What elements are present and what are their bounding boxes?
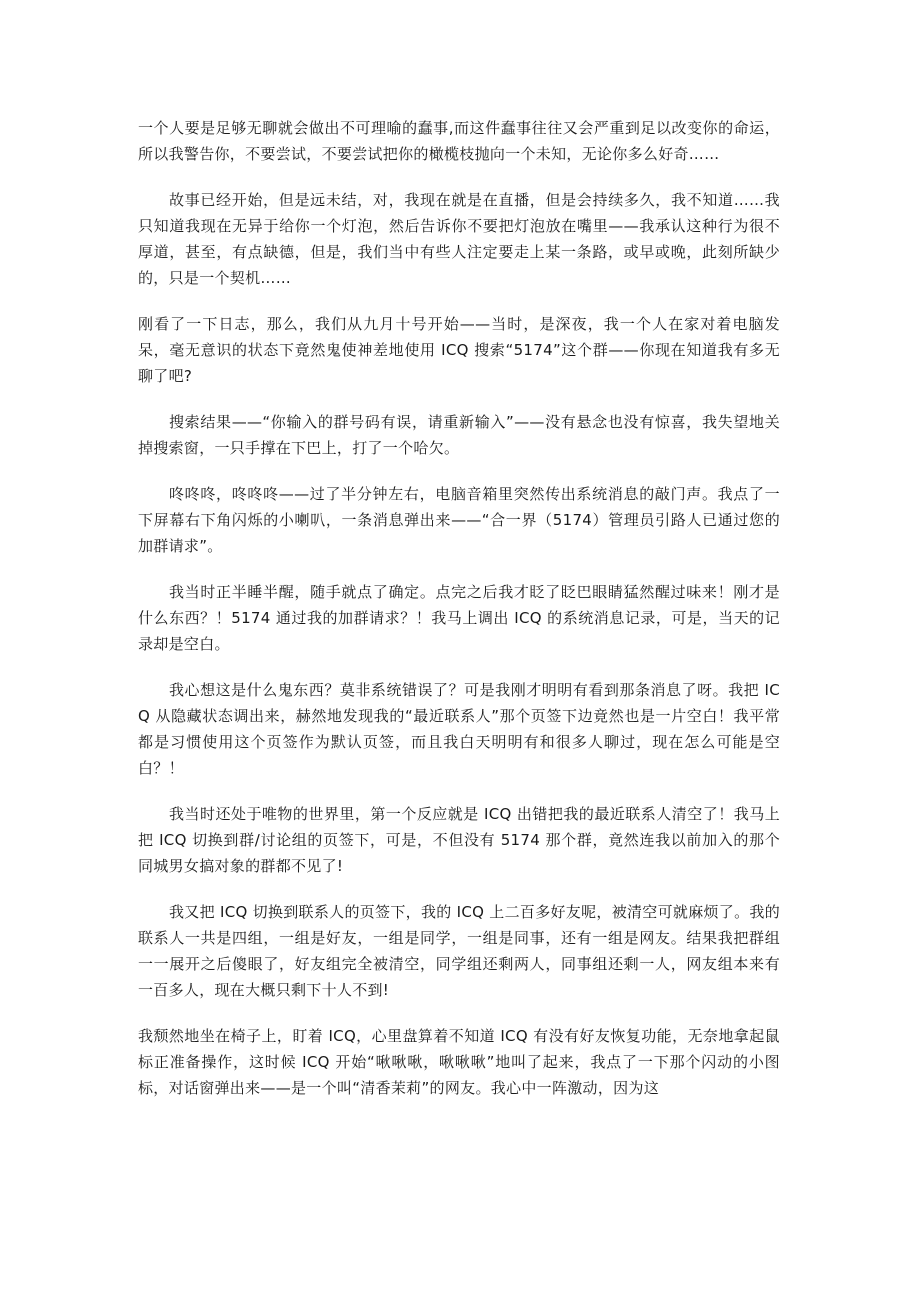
paragraph-9: 我又把 ICQ 切换到联系人的页签下，我的 ICQ 上二百多好友呢，被清空可就麻烦了。我的联系人一共是四组，一组是好友，一组是同学，一组是同事，还有一组是网友。结果我把群组一一展开之后傻眼了，好友组完全被清空，同学组还剩两人，同事组还剩一人，网友组本来有一百多人，现在大概只剩下十人不到! [138, 903, 780, 999]
paragraph-3: 刚看了一下日志，那么，我们从九月十号开始——当时，是深夜，我一个人在家对着电脑发呆，毫无意识的状态下竟然鬼使神差地使用 ICQ 搜索“5174”这个群——你现在知道我有多无聊了吧? [138, 315, 780, 385]
paragraph-10: 我颓然地坐在椅子上，盯着 ICQ，心里盘算着不知道 ICQ 有没有好友恢复功能，无奈地拿起鼠标正准备操作，这时候 ICQ 开始“啾啾啾，啾啾啾”地叫了起来，我点了一下那个闪动的小图标，对话窗弹出来——是一个叫“清香茉莉”的网友。我心中一阵激动，因为这 [138, 1027, 780, 1097]
paragraph-2: 故事已经开始，但是远未结，对，我现在就是在直播，但是会持续多久，我不知道……我只知道我现在无异于给你一个灯泡，然后告诉你不要把灯泡放在嘴里——我承认这种行为很不厚道，甚至，有点缺德，但是，我们当中有些人注定要走上某一条路，或早或晚，此刻所缺少的，只是一个契机…… [138, 191, 780, 287]
paragraph-6: 我当时正半睡半醒，随手就点了确定。点完之后我才眨了眨巴眼睛猛然醒过味来！刚才是什么东西？！5174 通过我的加群请求？！我马上调出 ICQ 的系统消息记录，可是，当天的记录却是空白。 [138, 583, 780, 653]
document-body [138, 115, 780, 1121]
paragraph-7: 我心想这是什么鬼东西？莫非系统错误了？可是我刚才明明有看到那条消息了呀。我把 ICQ 从隐藏状态调出来，赫然地发现我的“最近联系人”那个页签下边竟然也是一片空白！我平常都是习惯使用这个页签作为默认页签，而且我白天明明有和很多人聊过，现在怎么可能是空白？！ [138, 681, 780, 777]
paragraph-5: 咚咚咚，咚咚咚——过了半分钟左右，电脑音箱里突然传出系统消息的敲门声。我点了一下屏幕右下角闪烁的小喇叭，一条消息弹出来——“合一界（5174）管理员引路人已通过您的加群请求”。 [138, 485, 780, 555]
paragraph-1: 一个人要是足够无聊就会做出不可理喻的蠢事,而这件蠢事往往又会严重到足以改变你的命运，所以我警告你，不要尝试，不要尝试把你的橄榄枝抛向一个未知，无论你多么好奇…… [138, 119, 780, 163]
paragraph-8: 我当时还处于唯物的世界里，第一个反应就是 ICQ 出错把我的最近联系人清空了！我马上把 ICQ 切换到群/讨论组的页签下，可是，不但没有 5174 那个群，竟然连我以前加入的那个同城男女搞对象的群都不见了! [138, 805, 780, 875]
paragraph-4: 搜索结果——“你输入的群号码有误，请重新输入”——没有悬念也没有惊喜，我失望地关掉搜索窗，一只手撑在下巴上，打了一个哈欠。 [138, 413, 780, 457]
